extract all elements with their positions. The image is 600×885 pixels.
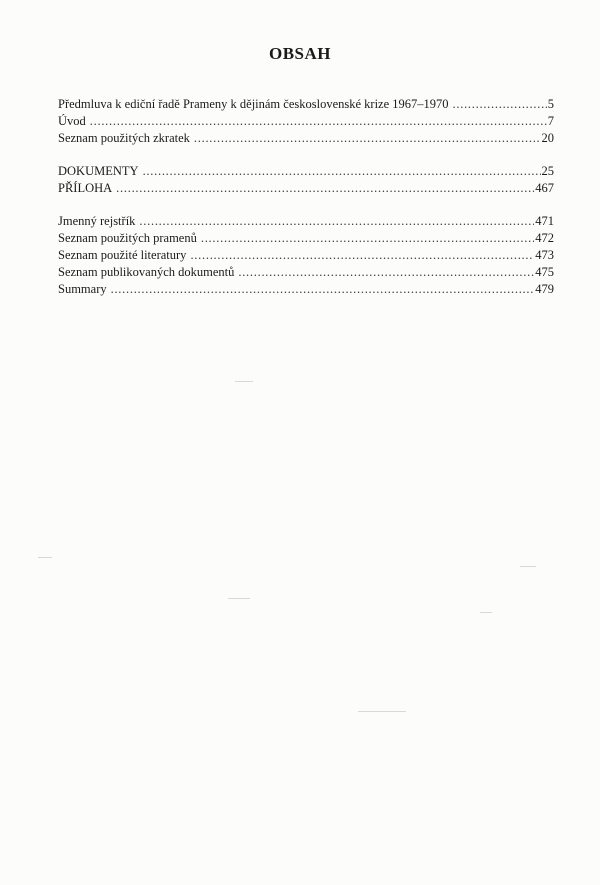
toc-entry [58,130,554,147]
toc-group-back-matter [58,213,554,298]
paper-speck [480,612,492,613]
toc-entry [58,180,554,197]
toc-entry-title: Summary [58,282,107,296]
toc-dot-leader [201,230,534,247]
toc-dot-leader [116,180,534,197]
toc-entry-title: Předmluva k ediční řadě Prameny k dějinám československé krize 1967–1970 [58,97,449,111]
table-of-contents [58,96,554,298]
toc-entry-title: Seznam publikovaných dokumentů [58,265,235,279]
toc-group-main [58,163,554,197]
toc-entry [58,96,554,113]
toc-entry-title: DOKUMENTY [58,164,139,178]
toc-dot-leader [111,281,535,298]
toc-entry-title: PŘÍLOHA [58,181,113,195]
toc-entry-page: 7 [547,114,554,128]
toc-dot-leader [90,113,547,130]
toc-entry-page: 20 [541,131,554,145]
toc-entry-page: 479 [535,282,554,296]
toc-entry [58,163,554,180]
toc-entry-page: 475 [535,265,554,279]
toc-entry-title: Seznam použité literatury [58,248,187,262]
toc-entry [58,247,554,264]
toc-dot-leader [139,213,534,230]
toc-entry [58,213,554,230]
toc-entry-page: 467 [535,181,554,195]
paper-speck [235,381,253,382]
toc-dot-leader [143,163,541,180]
toc-dot-leader [194,130,541,147]
paper-speck [358,711,406,712]
toc-entry-page: 5 [547,97,554,111]
toc-entry-page: 472 [535,231,554,245]
toc-entry-title: Jmenný rejstřík [58,214,136,228]
toc-entry-title: Seznam použitých pramenů [58,231,197,245]
toc-dot-leader [453,96,547,113]
toc-entry-page: 471 [535,214,554,228]
page-title: OBSAH [268,44,332,63]
toc-entry-title: Úvod [58,114,86,128]
toc-group-front-matter [58,96,554,147]
toc-entry [58,281,554,298]
paper-speck [38,557,52,558]
paper-speck [520,566,536,567]
toc-entry-title: Seznam použitých zkratek [58,131,190,145]
toc-entry-page: 473 [535,248,554,262]
paper-speck [228,598,250,599]
toc-dot-leader [238,264,534,281]
toc-entry [58,230,554,247]
toc-entry [58,264,554,281]
toc-entry-page: 25 [541,164,554,178]
toc-entry [58,113,554,130]
toc-dot-leader [190,247,534,264]
